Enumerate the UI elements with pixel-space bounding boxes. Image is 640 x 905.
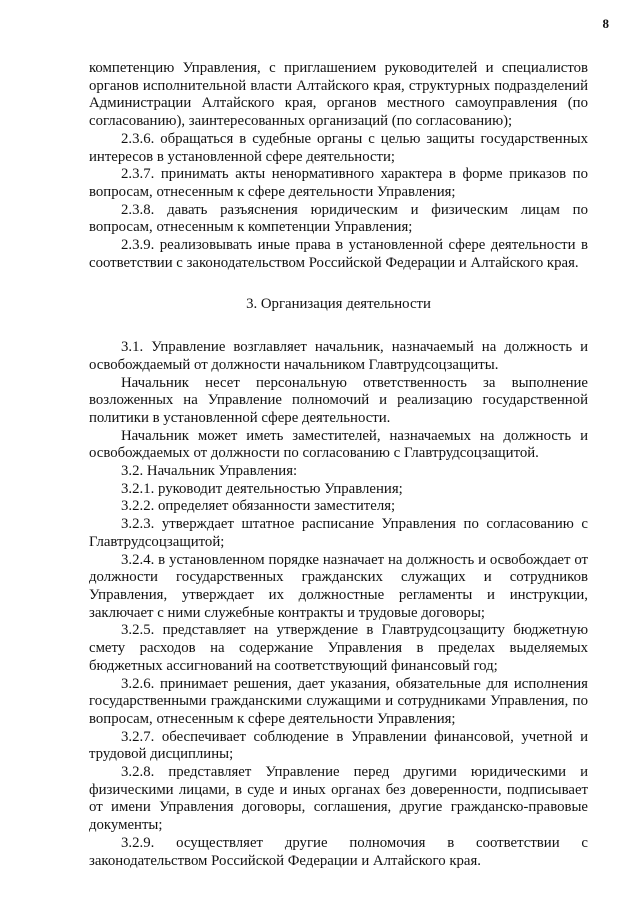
clause-2-3-9: 2.3.9. реализовывать иные права в установленной сфере деятельности в соответствии с законодательством Российской Федерации и Алтайского края. xyxy=(89,237,588,271)
clause-3-2-2: 3.2.2. определяет обязанности заместителя; xyxy=(121,498,396,515)
paragraph: Начальник несет персональную ответственность за выполнение возложенных на Управление полномочий и реализацию государственной политики в установленной сфере деятельности. xyxy=(89,374,588,426)
clause-3-2-4: 3.2.4. в установленном порядке назначает на должность и освобождает от должности государственных гражданских служащих и сотрудников Управления, утверждает их должностные регламенты и инструкции, заключает с ними служебные контракты и трудовые договоры; xyxy=(89,551,588,621)
clause-2-3-8: 2.3.8. давать разъяснения юридическим и физическим лицам по вопросам, отнесенным к компетенции Управления; xyxy=(89,201,588,236)
clause-3-1: 3.1. Управление возглавляет начальник, назначаемый на должность и освобождаемый от должности начальником Главтрудсоцзащиты. xyxy=(89,339,588,373)
paragraph: Начальник может иметь заместителей, назначаемых на должность и освобождаемых от должности по согласованию с Главтрудсоцзащитой. xyxy=(89,427,588,462)
paragraph: компетенцию Управления, с приглашением руководителей и специалистов органов исполнительной власти Алтайского края, структурных подразделений Администрации Алтайского края, органов местного самоуправления (по согласованию), заинтересованных организаций (по согласованию); xyxy=(89,60,588,130)
page-number: 8 xyxy=(602,16,609,31)
clause-3-2-7: 3.2.7. обеспечивает соблюдение в Управлении финансовой, учетной и трудовой дисциплины; xyxy=(89,728,588,763)
document-body xyxy=(89,60,588,870)
clause-3-2-1: 3.2.1. руководит деятельностью Управления; xyxy=(121,480,403,497)
clause-3-2: 3.2. Начальник Управления: xyxy=(121,463,298,480)
clause-3-2-6: 3.2.6. принимает решения, дает указания, обязательные для исполнения государственными гражданскими служащими и сотрудниками Управления, по вопросам, отнесенным к сфере деятельности Управления; xyxy=(89,675,588,727)
clause-3-2-3: 3.2.3. утверждает штатное расписание Управления по согласованию с Главтрудсоцзащитой; xyxy=(89,516,588,550)
clause-3-2-8: 3.2.8. представляет Управление перед другими юридическими и физическими лицами, в суде и иных органах без доверенности, подписывает от имени Управления договоры, соглашения, другие гражданско-правовые документы; xyxy=(89,764,588,834)
clause-2-3-7: 2.3.7. принимать акты ненормативного характера в форме приказов по вопросам, отнесенным к сфере деятельности Управления; xyxy=(89,166,588,200)
section-heading: 3. Организация деятельности xyxy=(246,296,431,313)
clause-3-2-5: 3.2.5. представляет на утверждение в Главтрудсоцзащиту бюджетную смету расходов на содержание Управления в пределах выделяемых бюджетных ассигнований на соответствующий финансовый год; xyxy=(89,622,588,674)
clause-2-3-6: 2.3.6. обращаться в судебные органы с целью защиты государственных интересов в установленной сфере деятельности; xyxy=(89,130,588,165)
clause-3-2-9: 3.2.9. осуществляет другие полномочия в соответствии с законодательством Российской Федерации и Алтайского края. xyxy=(89,834,588,869)
